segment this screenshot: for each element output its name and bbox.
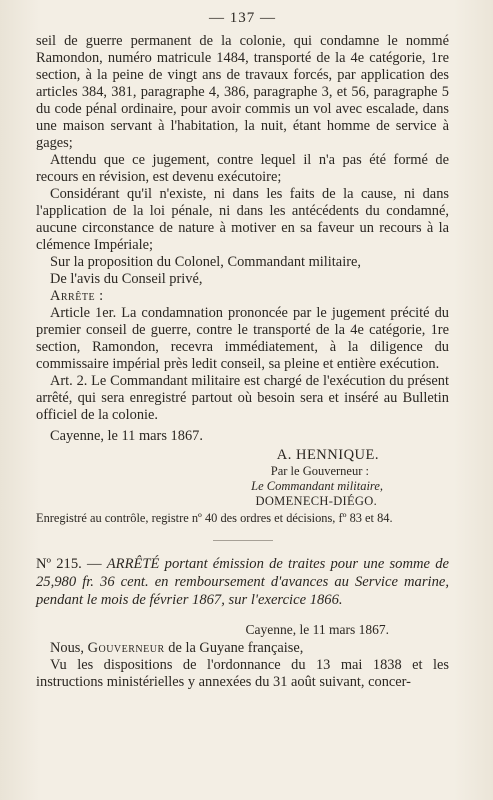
arrete-heading: Arrête : — [50, 288, 104, 304]
paragraph-attendu: Attendu que ce jugement, contre lequel il n'a pas été formé de recours en révision, est devenu exécutoire; — [36, 152, 449, 185]
paragraph-avis: De l'avis du Conseil privé, — [50, 271, 203, 287]
decree-dateline: Cayenne, le 11 mars 1867. — [245, 622, 389, 637]
article-1: Article 1er. La condamnation prononcée par le jugement précité du premier conseil de guerre, contre le transporté de la 4e catégorie, 1re section, Ramondon, recevra immédiatement, à la diligence du commissaire impérial près ledit conseil, sa pleine et entière exécution. — [36, 305, 449, 372]
signature-block — [36, 447, 449, 509]
signatory-name: A. HENNIQUE. — [276, 447, 379, 463]
decree-dash: — — [86, 556, 102, 572]
page-content — [36, 10, 449, 691]
signature-line-1: Par le Gouverneur : — [270, 464, 369, 478]
place-date: Cayenne, le 11 mars 1867. — [50, 428, 203, 444]
decree-heading-text: portant émission de traites pour une somme de 25,980 fr. 36 cent. en remboursement d'avances au Service marine, pendant le mois de février 1867, sur l'exercice 1866. — [36, 556, 449, 608]
nous-rest: de la Guyane française, — [168, 640, 304, 656]
signature-line-2: Le Commandant militaire, — [251, 479, 383, 493]
paragraph-judgment: seil de guerre permanent de la colonie, qui condamne le nommé Ramondon, numéro matricule 1484, transporté de la 4e catégorie, 1re section, à la peine de vingt ans de travaux forcés, par application des articles 384, 381, paragraphe 4, 386, paragraphe 3, et 56, paragraphe 5 du code pénal ordinaire, pour avoir commis un vol avec escalade, dans une maison servant à l'habitation, la nuit, étant homme de service à gages; — [36, 33, 449, 151]
nous-prefix: Nous, — [50, 640, 84, 656]
paragraph-proposition: Sur la proposition du Colonel, Commandant militaire, — [50, 254, 361, 270]
signature-line-3: DOMENECH-DIÉGO. — [255, 494, 377, 508]
section-divider — [213, 540, 273, 541]
decree-nous — [36, 640, 449, 657]
paragraph-considerant: Considérant qu'il n'existe, ni dans les faits de la cause, ni dans l'application de la loi pénale, ni dans les antécédents du condamné, aucune circonstance de nature à motiver en sa faveur un recours à la clémence Impériale; — [36, 186, 449, 253]
decree-vu: Vu les dispositions de l'ordonnance du 13 mai 1838 et les instructions ministérielles y annexées du 31 août suivant, concer- — [36, 657, 449, 690]
decree-number: Nº 215. — [36, 556, 82, 572]
decree-title: ARRÊTÉ — [106, 556, 160, 572]
nous-title: Gouverneur — [87, 640, 165, 656]
article-2: Art. 2. Le Commandant militaire est chargé de l'exécution du présent arrêté, qui sera enregistré partout où besoin sera et inséré au Bulletin officiel de la colonie. — [36, 373, 449, 423]
decree-heading — [36, 555, 449, 609]
registration-note: Enregistré au contrôle, registre nº 40 des ordres et décisions, fº 83 et 84. — [36, 511, 393, 525]
page-number: — 137 — — [209, 10, 276, 26]
